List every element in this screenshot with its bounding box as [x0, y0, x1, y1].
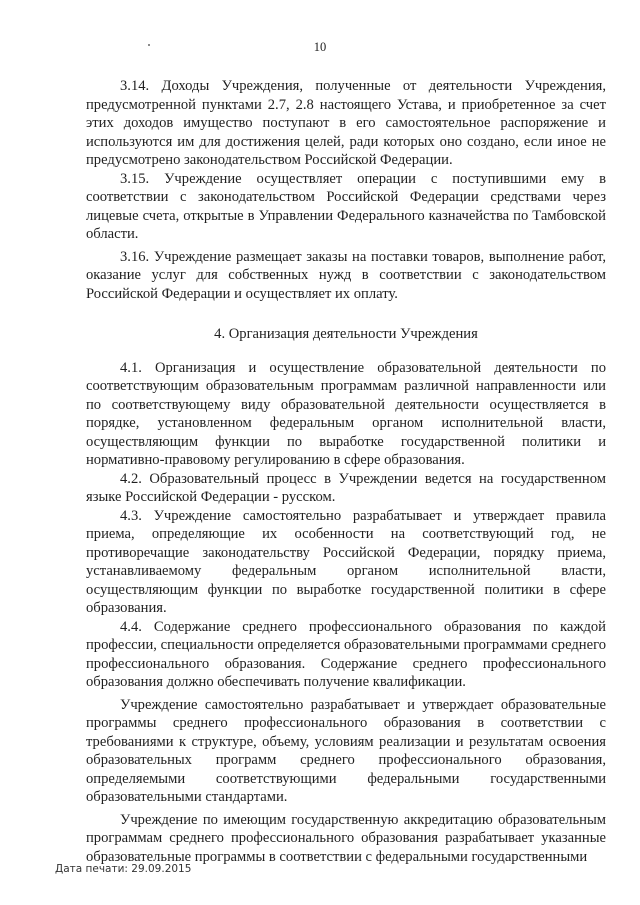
paragraph-4-1: 4.1. Организация и осуществление образовательной деятельности по соответствующим образовательным программам различной направленности или по соответствующему виду образовательной деятельности осуществляется в порядке, установленном федеральным органом исполнительной власти, осуществляющим функции по выработке государственной политики и нормативно-правовому регулированию в сфере образования. [86, 359, 606, 468]
paragraph-4-2: 4.2. Образовательный процесс в Учреждении ведется на государственном языке Российской Федерации - русском. [86, 470, 606, 505]
paragraph-programs-development: Учреждение самостоятельно разрабатывает и утверждает образовательные программы среднего профессионального образования в соответствии с требованиями к структуре, объему, условиям реализации и результатам освоения образовательных программ среднего профессионального образования, определяемыми соответствующими федеральными государственными образовательными стандартами. [86, 696, 606, 805]
paragraph-3-15: 3.15. Учреждение осуществляет операции с поступившими ему в соответствии с законодательством Российской Федерации средствами через лицевые счета, открытые в Управлении Федерального казначейства по Тамбовской области. [86, 170, 606, 242]
paragraph-3-16: 3.16. Учреждение размещает заказы на поставки товаров, выполнение работ, оказание услуг для собственных нужд в соответствии с законодательством Российской Федерации и осуществляет их оплату. [86, 248, 606, 302]
section-heading: 4. Организация деятельности Учреждения [214, 326, 478, 342]
scan-speck [148, 44, 150, 46]
paragraph-4-3: 4.3. Учреждение самостоятельно разрабатывает и утверждает правила приема, определяющие их особенности на соответствующий год, не противоречащие законодательству Российской Федерации, порядку приема, устанавливаемому федеральным органом исполнительной власти, осуществляющим функции по выработке государственной политики в сфере образования. [86, 507, 606, 616]
paragraph-3-14: 3.14. Доходы Учреждения, полученные от деятельности Учреждения, предусмотренной пунктами 2.7, 2.8 настоящего Устава, и приобретенное за счет этих доходов имущество поступают в его самостоятельное распоряжение и используются им для достижения целей, ради которых оно создано, если иное не предусмотрено законодательством Российской Федерации. [86, 78, 606, 168]
paragraph-4-4: 4.4. Содержание среднего профессионального образования по каждой профессии, специальности определяется образовательными программами среднего профессионального образования. Содержание среднего профессионального образования должно обеспечивать получение квалификации. [86, 618, 606, 690]
paragraph-accredited-programs: Учреждение по имеющим государственную аккредитацию образовательным программам среднего профессионального образования разрабатывает указанные образовательные программы в соответствии с федеральными государственными [86, 811, 606, 865]
print-date: Дата печати: 29.09.2015 [55, 863, 192, 875]
document-body [86, 77, 606, 866]
page-number: 10 [313, 40, 327, 54]
